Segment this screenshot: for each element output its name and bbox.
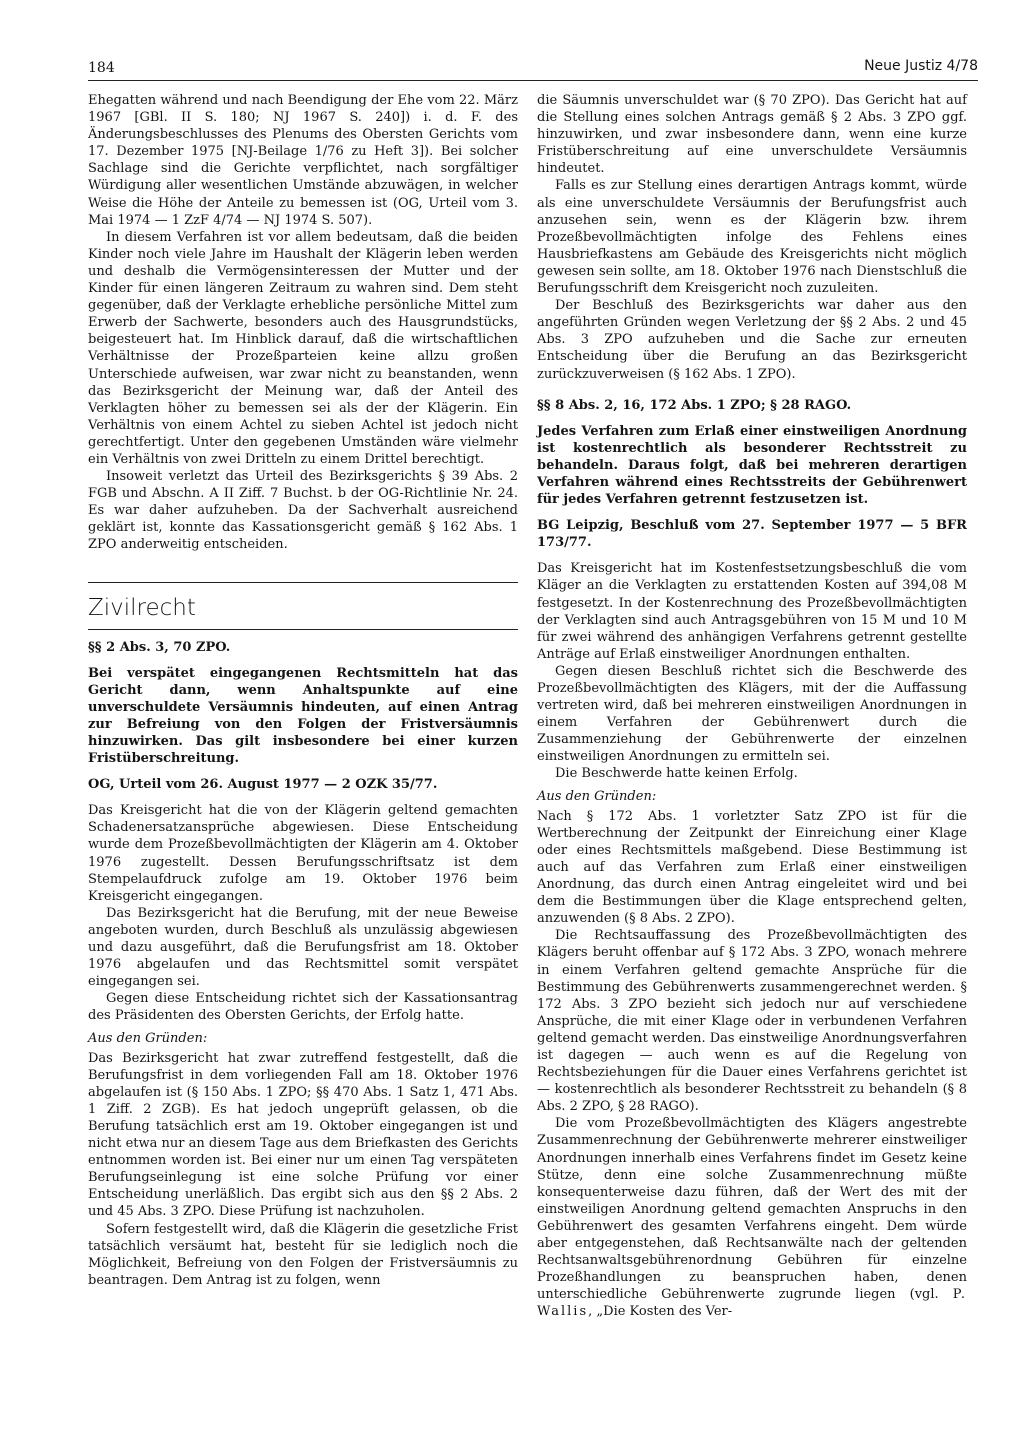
statute-citation: §§ 8 Abs. 2, 16, 172 Abs. 1 ZPO; § 28 RAGO. [537,397,852,413]
paragraph: Falls es zur Stellung eines derartigen Antrags kommt, würde als eine unverschuldete Versäumnis der Berufungsfrist auch anzusehen sein, wenn es der Klägerin bzw. ihrem Prozeßbevollmächtigten infolge des Fehlens eines Hausbriefkastens am Gebäude des Kreisgerichts nicht möglich gewesen sein sollte, am 18. Oktober 1976 nach Dienstschluß die Berufungsschrift dem Kreisgericht noch zuzuleiten. [537,178,967,297]
statute-citation: §§ 2 Abs. 3, 70 ZPO. [88,639,231,655]
paragraph: Ehegatten während und nach Beendigung der Ehe vom 22. März 1967 [GBl. II S. 180; NJ 1967 S. 240]) i. d. F. des Änderungsbeschlusses des Plenums des Obersten Gerichts vom 17. Dezember 1975 [NJ-Beilage 1/76 zu Heft 3]). Bei solcher Sachlage sind die Gerichte verpflichtet, nach sorgfältiger Würdigung aller wesentlichen Umstände abzuwägen, in welcher Weise die Höhe der Anteile zu bemessen ist (OG, Urteil vom 3. Mai 1974 — 1 ZzF 4/74 — NJ 1974 S. 507). [88,93,518,228]
paragraph [537,1115,967,1320]
paragraph: Insoweit verletzt das Urteil des Bezirksgerichts § 39 Abs. 2 FGB und Abschn. A II Ziff. 7 Buchst. b der OG-Richtlinie Nr. 24. Es war daher aufzuheben. Da der Sachverhalt ausreichend geklärt ist, konnte das Kassationsgericht gemäß § 162 Abs. 1 ZPO anderweitig entscheiden. [88,469,518,553]
headnote: Bei verspätet eingegangenen Rechtsmitteln hat das Gericht dann, wenn Anhaltspunkte auf eine unverschuldete Versäumnis hindeuten, auf einen Antrag zur Befreiung von den Folgen der Fristversäumnis hinzuwirken. Das gilt insbesondere bei einer kurzen Fristüberschreitung. [88,665,518,767]
paragraph: Die Beschwerde hatte keinen Erfolg. [555,766,798,782]
section-title: Zivilrecht [88,583,518,630]
page-number: 184 [88,60,115,76]
paragraph: In diesem Verfahren ist vor allem bedeutsam, daß die beiden Kinder noch viele Jahre im Haushalt der Klägerin leben werden und deshalb die Vermögensinteressen der Mutter und der Kinder für einen längeren Zeitraum zu wahren sind. Dem steht gegenüber, daß der Verklagte erhebliche persönliche Mittel zum Erwerb der Sachwerte, besonders auch des Hausgrundstücks, beigesteuert hat. Im Hinblick darauf, daß die wirtschaftlichen Verhältnisse der Prozeßparteien keine allzu großen Unterschiede aufweisen, war zwar nicht zu beanstanden, wenn das Bezirksgericht der Meinung war, daß der Anteil des Verklagten höher zu bemessen sei als der der Klägerin. Ein Verhältnis von einem Achtel zu sieben Achtel ist jedoch nicht gerechtfertigt. Unter den gegebenen Umständen wäre vielmehr ein Verhältnis von zwei Dritteln zu einem Drittel berechtigt. [88,229,518,467]
headnote: Jedes Verfahren zum Erlaß einer einstweiligen Anordnung ist kostenrechtlich als besonderer Rechtsstreit zu behandeln. Daraus folgt, daß bei mehreren derartigen Verfahren während eines Rechtsstreits der Gebührenwert für jedes Verfahren getrennt festzusetzen ist. [537,423,967,508]
paragraph: Der Beschluß des Bezirksgerichts war daher aus den angeführten Gründen wegen Verletzung der §§ 2 Abs. 2 und 45 Abs. 3 ZPO aufzuheben und die Sache zur erneuten Entscheidung über die Berufung an das Bezirksgericht zurückzuverweisen (§ 162 Abs. 1 ZPO). [537,298,967,382]
paragraph: Gegen diese Entscheidung richtet sich der Kassationsantrag des Präsidenten des Obersten Gerichts, der Erfolg hatte. [88,991,518,1024]
paragraph: Das Bezirksgericht hat die Berufung, mit der neue Beweise angeboten wurden, durch Beschluß als unzulässig abgewiesen und dazu ausgeführt, daß die Berufungsfrist am 18. Oktober 1976 abgelaufen und das Rechtsmittel somit verspätet eingegangen sei. [88,905,518,990]
paragraph: die Säumnis unverschuldet war (§ 70 ZPO). Das Gericht hat auf die Stellung eines solchen Antrags gemäß § 2 Abs. 3 ZPO ggf. hinzuwirken, und zwar insbesondere dann, wenn eine kurze Fristüberschreitung auf eine unverschuldete Versäumnis hindeutet. [537,93,967,177]
subheading: Aus den Gründen: [88,1030,208,1046]
paragraph-tail: , „Die Kosten des Ver- [588,1304,733,1320]
right-column [537,92,967,1320]
page-header [88,56,978,81]
journal-issue: Neue Justiz 4/78 [864,58,978,74]
paragraph: Gegen diesen Beschluß richtet sich die Beschwerde des Prozeßbevollmächtigten des Klägers, mit der die Auffassung vertreten wird, daß bei mehreren einstweiligen Anordnungen in einem Verfahren der Gebührenwert durch die Zusammenziehung der Gebührenwerte der einzelnen einstweiligen Anordnungen zu ermitteln sei. [537,663,967,765]
subheading: Aus den Gründen: [537,788,657,804]
paragraph: Nach § 172 Abs. 1 vorletzter Satz ZPO ist für die Wertberechnung der Zeitpunkt der Einreichung einer Klage oder eines Rechtsmittels maßgebend. Diese Bestimmung ist auch auf das Verfahren zum Erlaß einer einstweiligen Anordnung, das durch einen Antrag eingeleitet wird und bei dem die Bestimmungen über die Klage entsprechend gelten, anzuwenden (§ 8 Abs. 2 ZPO). [537,808,967,927]
paragraph: Sofern festgestellt wird, daß die Klägerin die gesetzliche Frist tatsächlich versäumt hat, besteht für sie lediglich noch die Möglichkeit, Befreiung von den Folgen der Fristversäumnis zu beantragen. Dem Antrag ist zu folgen, wenn [88,1221,518,1288]
left-column [88,92,518,1289]
paragraph: Das Kreisgericht hat die von der Klägerin geltend gemachten Schadenersatzansprüche abgewiesen. Diese Entscheidung wurde dem Prozeßbevollmächtigten der Klägerin am 4. Oktober 1976 zugestellt. Dessen Berufungsschriftsatz ist dem Stempelaufdruck zufolge am 19. Oktober 1976 beim Kreisgericht eingegangen. [88,803,518,904]
paragraph: Das Bezirksgericht hat zwar zutreffend festgestellt, daß die Berufungsfrist in dem vorliegenden Fall am 18. Oktober 1976 abgelaufen ist (§ 150 Abs. 1 ZPO; §§ 470 Abs. 1 Satz 1, 471 Abs. 1 Ziff. 2 ZGB). Es hat jedoch ungeprüft gelassen, ob die Berufung tatsächlich erst am 19. Oktober eingegangen ist und nicht etwa nur an diesem Tage aus dem Briefkasten des Gerichts entnommen worden ist. Bei einer nur um einen Tag verspäteten Berufungseinlegung ist eine solche Prüfung vor einer Entscheidung unerläßlich. Das ergibt sich aus den §§ 2 Abs. 2 und 45 Abs. 3 ZPO. Diese Prüfung ist nachzuholen. [88,1050,518,1220]
paragraph: Das Kreisgericht hat im Kostenfestsetzungsbeschluß die vom Kläger an die Verklagten zu erstattenden Kosten auf 394,08 M festgesetzt. In der Kostenrechnung des Prozeßbevollmächtigten der Verklagten sind auch Antragsgebühren von 15 M und 10 M für zwei während des anhängigen Verfahrens getrennt gestellte Anträge auf Erlaß einstweiliger Anordnungen enthalten. [537,561,967,662]
court-decision: OG, Urteil vom 26. August 1977 — 2 OZK 35/77. [88,777,438,793]
cited-author: P. Wallis [537,1287,967,1320]
court-decision: BG Leipzig, Beschluß vom 27. September 1977 — 5 BFR 173/77. [537,518,967,551]
paragraph: Die Rechtsauffassung des Prozeßbevollmächtigten des Klägers beruht offenbar auf § 172 Abs. 3 ZPO, wonach mehrere in einem Verfahren geltend gemachte Ansprüche für die Bestimmung des Gebührenwerts zusammengerechnet werden. § 172 Abs. 3 ZPO bezieht sich jedoch nur auf verschiedene Ansprüche, die mit einer Klage oder in verbundenen Verfahren geltend gemacht werden. Das einstweilige Anordnungsverfahren ist dagegen — auch wenn es auf die Regelung von Rechtsbeziehungen für die Dauer eines Verfahrens gerichtet ist — kostenrechtlich als besonderer Rechtsstreit zu behandeln (§ 8 Abs. 2 ZPO, § 28 RAGO). [537,928,967,1115]
paragraph-text: Die vom Prozeßbevollmächtigten des Klägers angestrebte Zusammenrechnung der Gebührenwerte mehrerer einstweiliger Anordnungen innerhalb eines Verfahrens findet im Gesetz keine Stütze, denn eine solche Zusammenrechnung müßte konsequenterweise dazu führen, daß der Wert des mit der einstweiligen Anordnung geltend gemachten Anspruchs in den Gebührenwert des gesamten Verfahrens eingeht. Dem würde aber entgegenstehen, daß Rechtsanwälte nach der geltenden Rechtsanwaltsgebührenordnung Gebühren für einzelne Prozeßhandlungen zu beanspruchen haben, denen unterschiedliche Gebührenwerte zugrunde liegen (vgl. [537,1116,967,1303]
